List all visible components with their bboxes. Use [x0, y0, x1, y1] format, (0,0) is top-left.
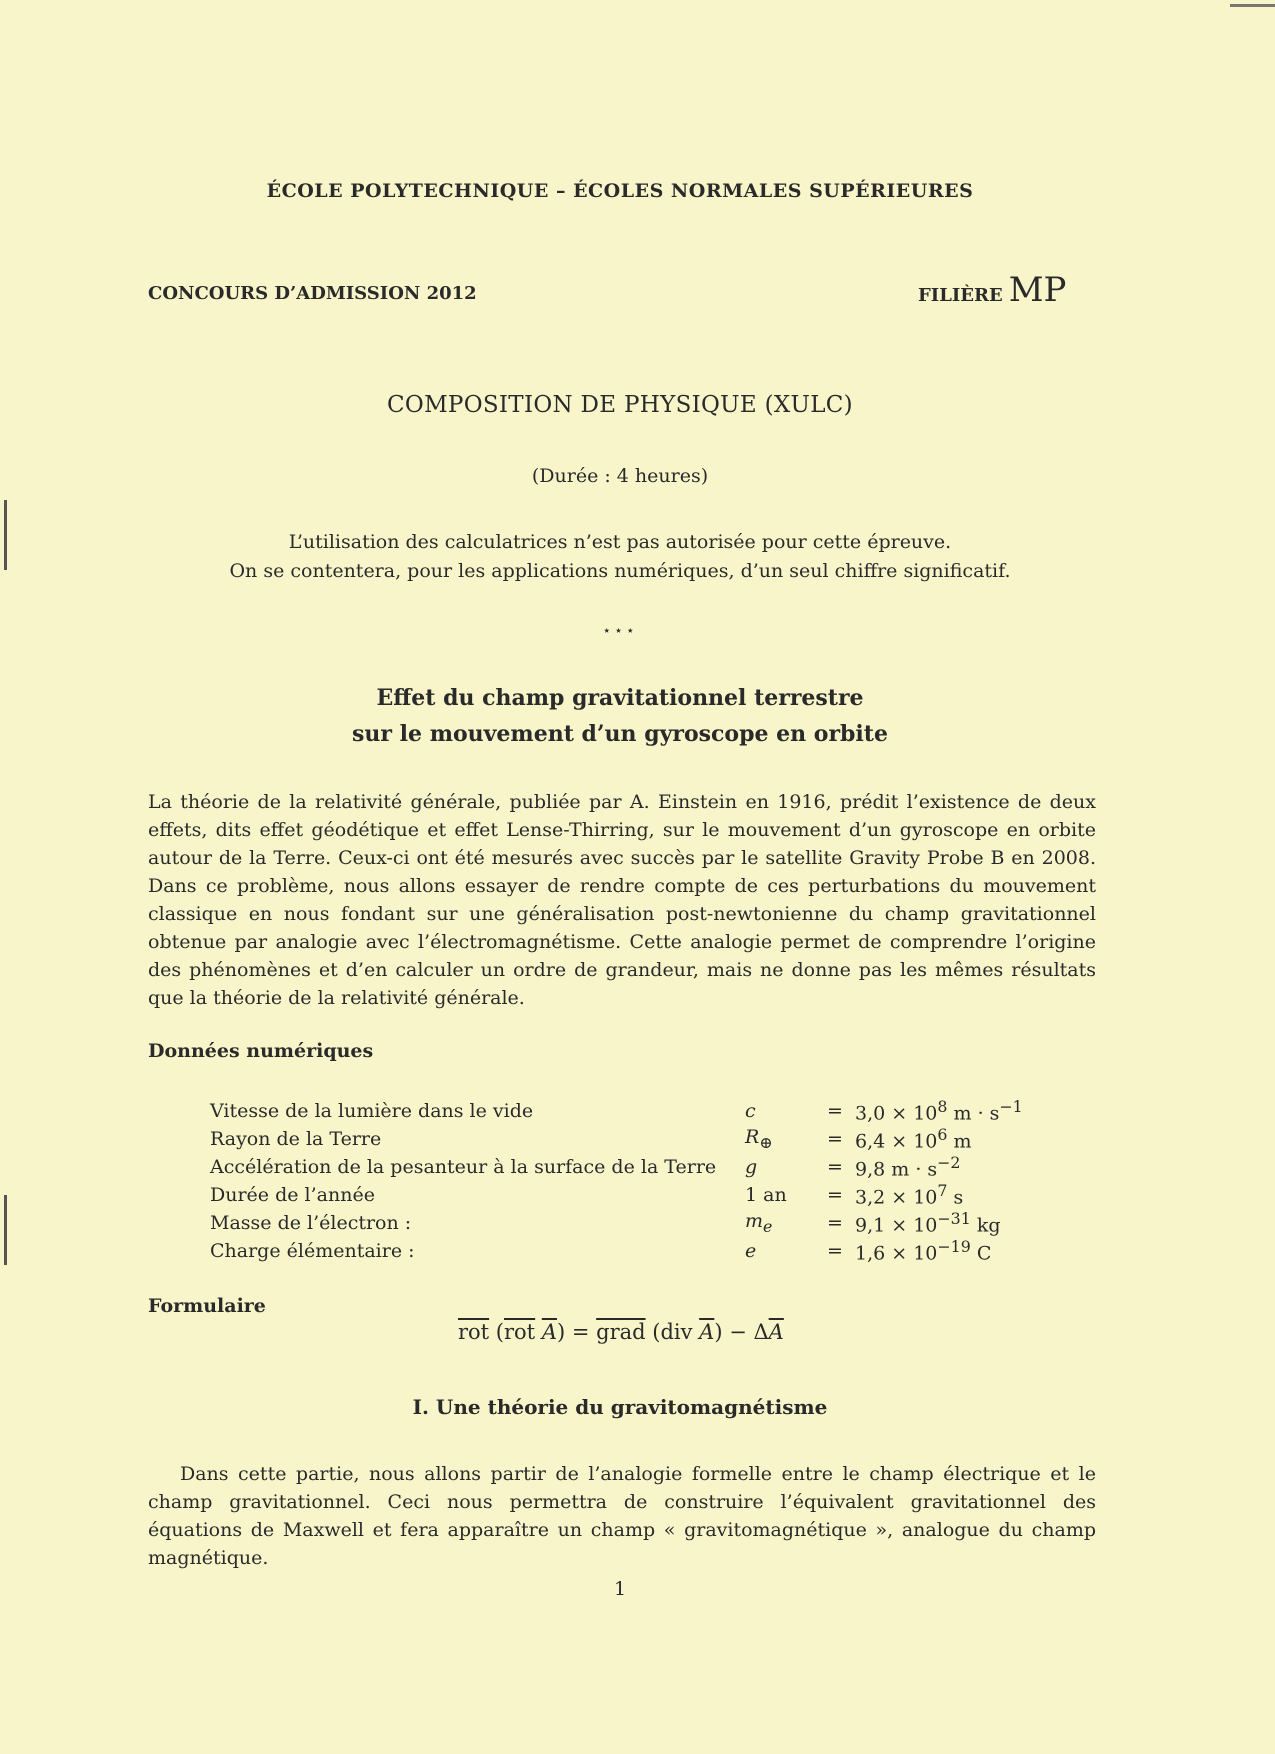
constant-label: Masse de l’électron :: [210, 1212, 412, 1234]
constant-symbol: $m_e$: [745, 1210, 773, 1236]
school-header: ÉCOLE POLYTECHNIQUE – ÉCOLES NORMALES SUPÉRIEURES: [266, 180, 974, 202]
constant-symbol: 1 an: [745, 1184, 787, 1206]
constant-symbol: $R_\oplus$: [745, 1126, 773, 1152]
constant-label: Vitesse de la lumière dans le vide: [210, 1100, 534, 1122]
filiere-value: MP: [1008, 270, 1067, 310]
equals-sign: =: [827, 1184, 843, 1206]
constants-table: [210, 1097, 1055, 1265]
page-number: 1: [613, 1578, 627, 1600]
table-row: [210, 1125, 1055, 1153]
scan-margin-mark: [4, 1195, 7, 1265]
separator-stars: ⋆⋆⋆: [602, 623, 638, 639]
table-row: [210, 1237, 1055, 1265]
equals-sign: =: [827, 1156, 843, 1178]
rule-calculators: L’utilisation des calculatrices n’est pas autorisée pour cette épreuve.: [288, 531, 952, 553]
section-title: I. Une théorie du gravitomagnétisme: [412, 1395, 828, 1419]
equals-sign: =: [827, 1212, 843, 1234]
constant-value: $3,0 \times 10^8$ $m \cdot s^{-1}$: [855, 1097, 1023, 1125]
table-row: [210, 1153, 1055, 1181]
exam-duration: (Durée : 4 heures): [531, 465, 709, 487]
scan-edge-mark: [1230, 4, 1275, 7]
table-row: [210, 1097, 1055, 1125]
rule-significant-figures: On se contentera, pour les applications numériques, d’un seul chiffre significatif.: [229, 560, 1011, 582]
equals-sign: =: [827, 1100, 843, 1122]
constant-label: Rayon de la Terre: [210, 1128, 382, 1150]
constant-value: $9,1 \times 10^{-31}$ kg: [855, 1209, 1001, 1237]
exam-rules: [0, 528, 1240, 586]
equals-sign: =: [827, 1240, 843, 1262]
section-paragraph: Dans cette partie, nous allons partir de l’analogie formelle entre le champ électrique et le champ gravitationnel. Ceci nous permettra de construire l’équivalent gravitationnel des équations de Maxwell et fera apparaître un champ « gravitomagnétique », analogue du champ magnétique.: [148, 1463, 1096, 1569]
table-row: [210, 1181, 1055, 1209]
constant-value: $3,2 \times 10^7$ s: [855, 1181, 964, 1209]
filiere-label: [918, 270, 1066, 310]
problem-title: [0, 680, 1240, 752]
constant-label: Accélération de la pesanteur à la surface de la Terre: [210, 1156, 717, 1178]
constant-value: $1,6 \times 10^{-19}$ C: [855, 1237, 992, 1265]
constant-symbol: c: [745, 1100, 756, 1122]
filiere-text: FILIÈRE: [918, 285, 1003, 306]
exam-title: COMPOSITION DE PHYSIQUE (XULC): [387, 392, 853, 418]
table-row: [210, 1209, 1055, 1237]
constant-label: Durée de l’année: [210, 1184, 375, 1206]
equals-sign: =: [827, 1128, 843, 1150]
constant-value: $6,4 \times 10^6$ m: [855, 1125, 972, 1153]
concours-label: CONCOURS D’ADMISSION 2012: [148, 283, 477, 304]
problem-title-line-2: sur le mouvement d’un gyroscope en orbite: [352, 721, 888, 747]
donnees-heading: Données numériques: [148, 1040, 374, 1062]
constant-symbol: g: [745, 1156, 758, 1178]
vector-identity-formula: $\overline{rot}$ ($\overline{rot}$ $\overline{A}$) = grad (div $\overline{A}) - \Delta\overline{A}$: [458, 1320, 784, 1344]
problem-title-line-1: Effet du champ gravitationnel terrestre: [376, 685, 864, 711]
constant-symbol: e: [745, 1240, 757, 1262]
formulaire-heading: Formulaire: [148, 1295, 266, 1317]
intro-paragraph: La théorie de la relativité générale, publiée par A. Einstein en 1916, prédit l’existence de deux effets, dits effet géodétique et effet Lense-Thirring, sur le mouvement d’un gyroscope en orbite autour de la Terre. Ceux-ci ont été mesurés avec succès par le satellite Gravity Probe B en 2008. Dans ce problème, nous allons essayer de rendre compte de ces perturbations du mouvement classique en nous fondant sur une généralisation post-newtonienne du champ gravitationnel obtenue par analogie avec l’électromagnétisme. Cette analogie permet de comprendre l’origine des phénomènes et d’en calculer un ordre de grandeur, mais ne donne pas les mêmes résultats que la théorie de la relativité générale.: [148, 791, 1096, 1009]
constant-value: 9,8 $m \cdot s^{-2}$: [855, 1153, 961, 1181]
constant-label: Charge élémentaire :: [210, 1240, 415, 1262]
